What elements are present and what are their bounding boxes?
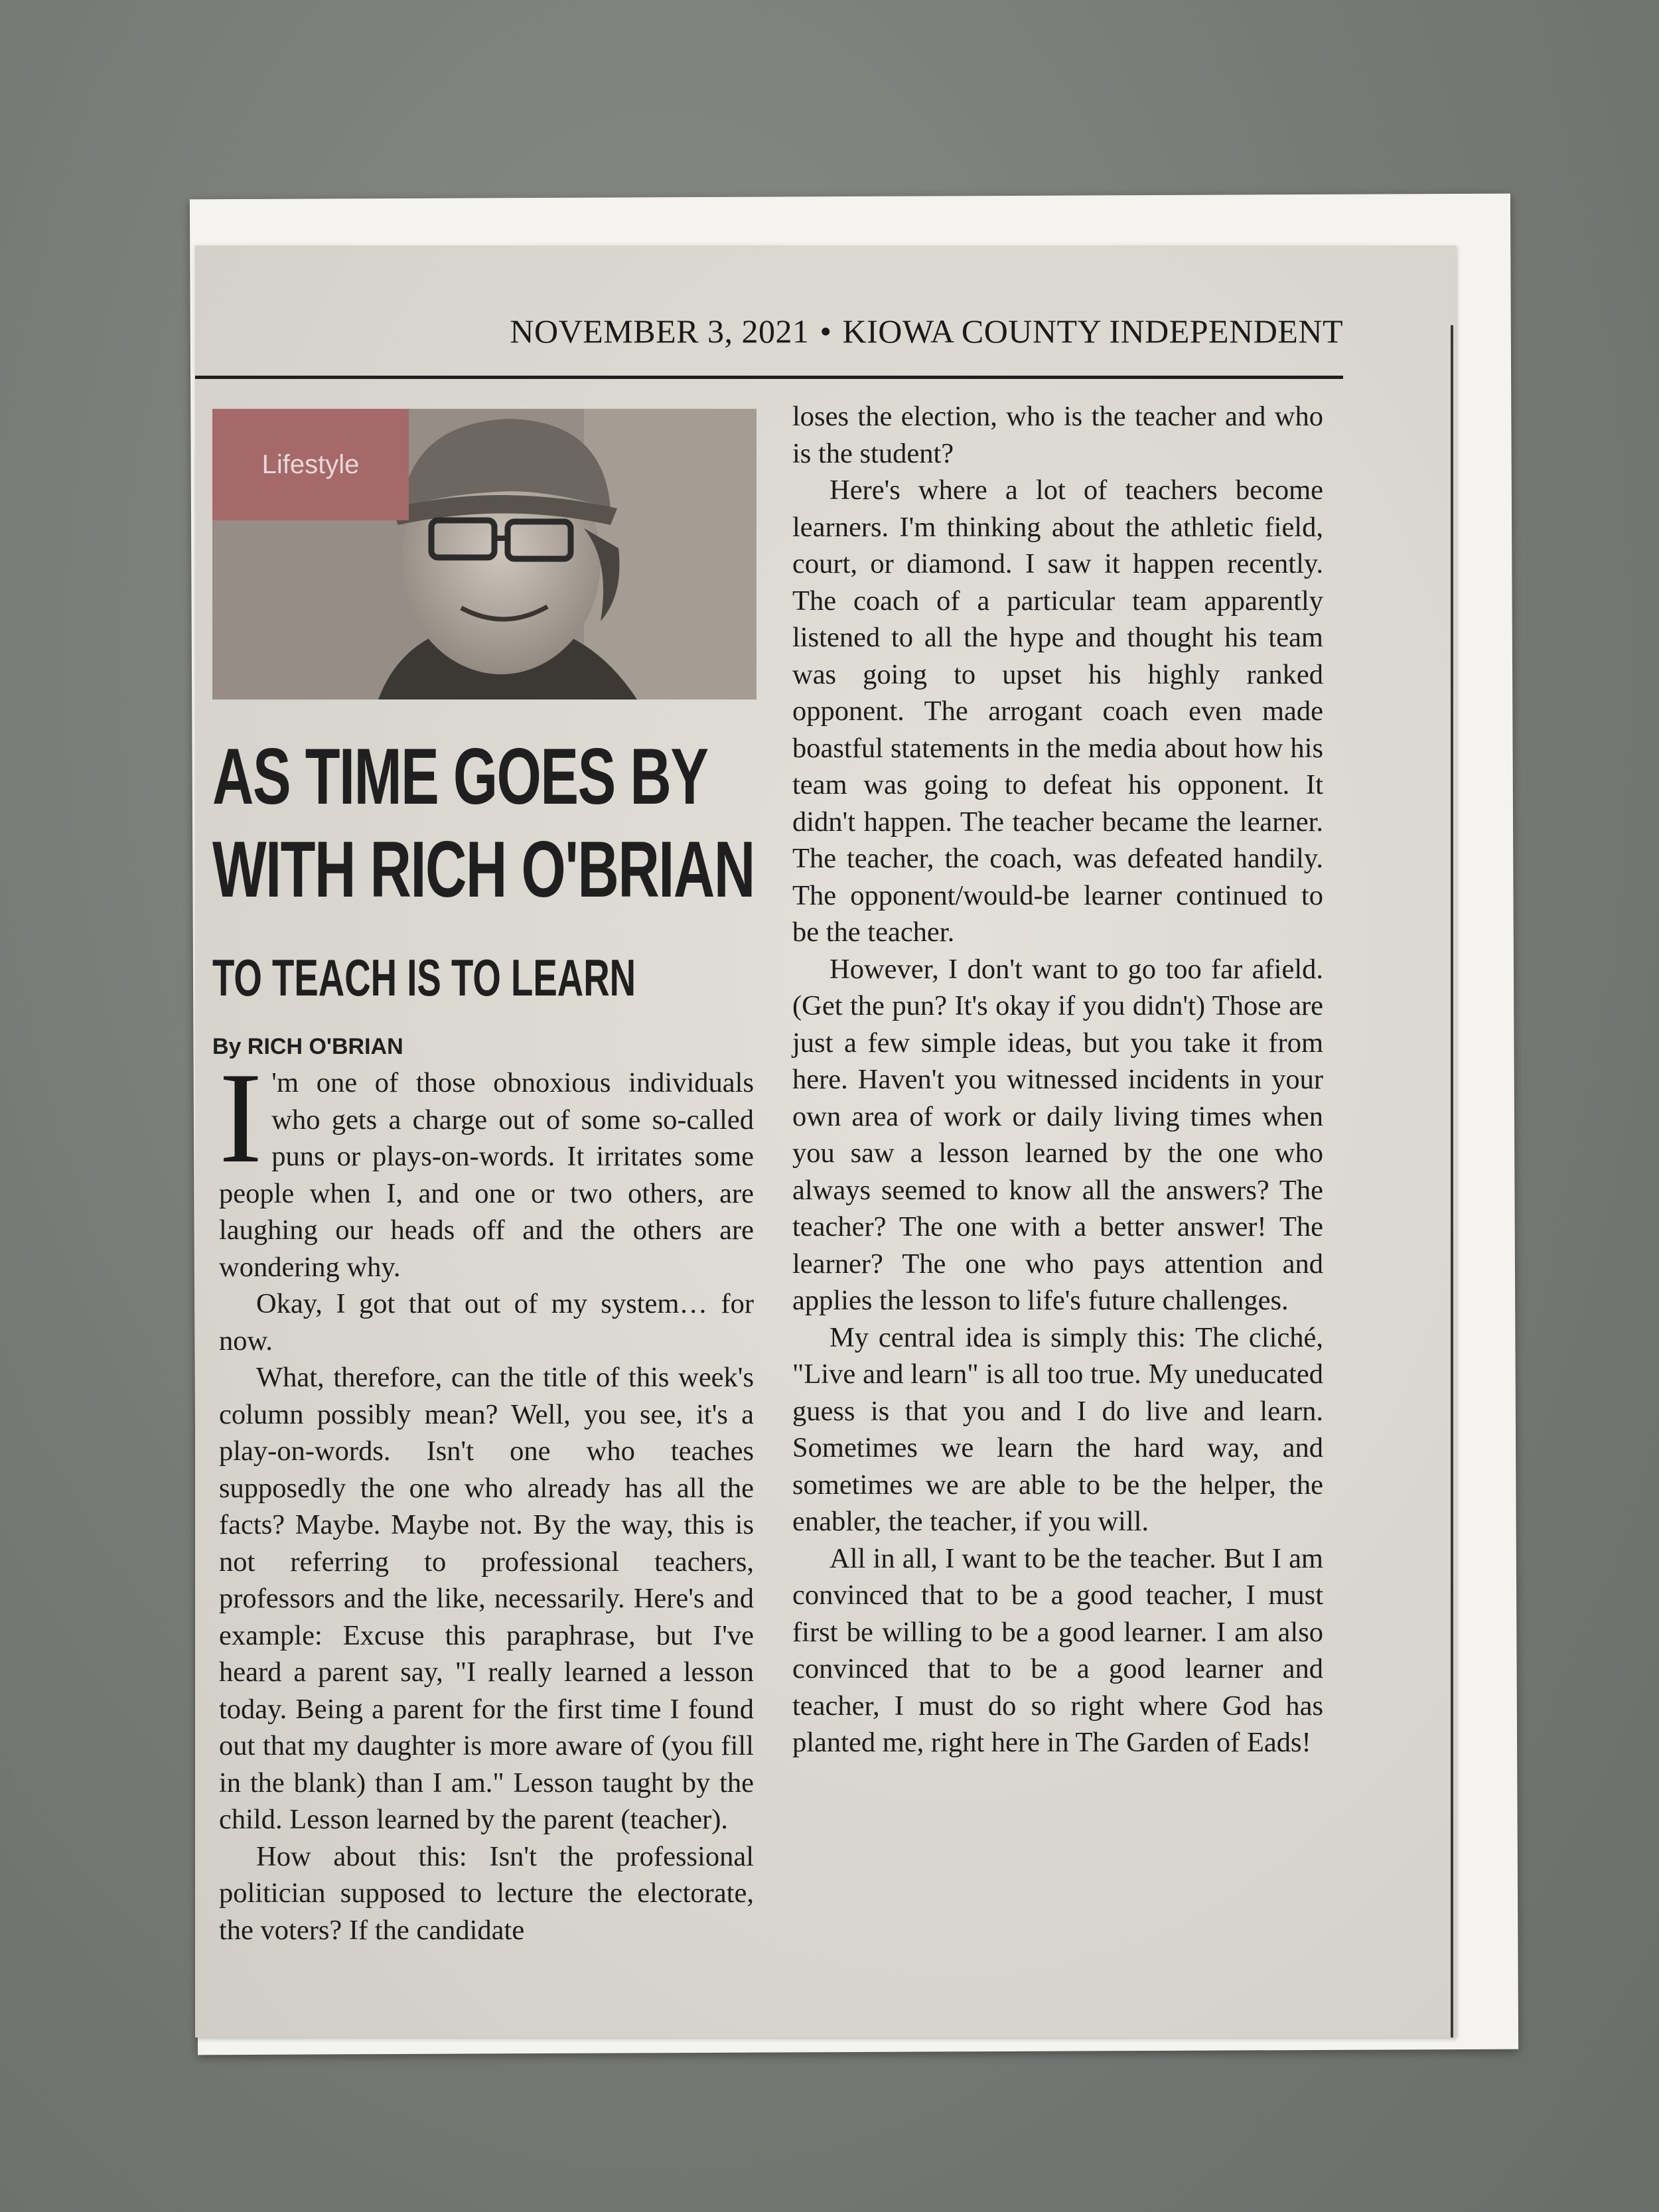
paragraph: Okay, I got that out of my system… for now. [219, 1288, 754, 1357]
drop-cap: I [219, 1046, 263, 1190]
author-photo [212, 409, 757, 700]
paragraph: My central idea is simply this: The cliché, "Live and learn" is all too true. My uneducated guess is that you and I do live and learn. Sometimes we learn the hard way, and sometimes we are able to be the helper, the enabler, the teacher, if you will. [792, 1321, 1323, 1537]
paragraph: However, I don't want to go too far afield. (Get the pun? It's okay if you didn't) Those are just a few simple ideas, but you take it from here. Haven't you witnessed incidents in your own area of work or daily living times when you saw a lesson learned by the one who always seemed to know all the answers? The teacher? The one with a better answer! The learner? The one who pays attention and applies the lesson to life's future challenges. [792, 953, 1323, 1316]
section-tag: Lifestyle [212, 409, 409, 520]
masthead-separator: • [820, 313, 832, 350]
paragraph: All in all, I want to be the teacher. But I am convinced that to be a good teacher, I must first be willing to be a good learner. I am also convinced that to be a good learner and teacher, I must do so right where God has planted me, right here in The Garden of Eads! [792, 1542, 1323, 1758]
headline-line-1: AS TIME GOES BY [212, 732, 708, 821]
publication-name: KIOWA COUNTY INDEPENDENT [842, 313, 1343, 350]
issue-date: NOVEMBER 3, 2021 [510, 313, 810, 350]
paragraph: What, therefore, can the title of this week's column possibly mean? Well, you see, it's a play-on-words. Isn't one who teaches supposedly the one who already has all the facts? Maybe. Maybe not. By the way, this is not referring to professional teachers, professors and the like, necessarily. Here's and example: Excuse this paraphrase, but I've heard a parent say, "I really learned a lesson today. Being a parent for the first time I found out that my daughter is more aware of (you fill in the blank) than I am." Lesson taught by the child. Lesson learned by the parent (teacher). [219, 1362, 754, 1835]
paragraph: How about this: Isn't the professional politician supposed to lecture the electorate, the voters? If the candidate [219, 1840, 754, 1946]
byline: By RICH O'BRIAN [212, 1034, 403, 1059]
newspaper-clipping [195, 246, 1456, 2037]
masthead [195, 312, 1343, 350]
paragraph: Here's where a lot of teachers become learners. I'm thinking about the athletic field, court, or diamond. I saw it happen recently. The coach of a particular team apparently listened to all the hype and thought his team was going to upset his highly ranked opponent. The arrogant coach even made boastful statements in the media about how his team was going to defeat his opponent. It didn't happen. The teacher became the learner. The teacher, the coach, was defeated handily. The opponent/would-be learner continued to be the teacher. [792, 475, 1323, 948]
article-column-2 [792, 398, 1323, 1761]
masthead-rule [195, 376, 1343, 379]
paragraph-text: 'm one of those obnoxious individuals who gets a charge out of some so-called puns or plays-on-words. It irritates some people when I, and one or two others, are laughing our heads off and the others are wondering why. [219, 1067, 754, 1283]
subheadline: TO TEACH IS TO LEARN [212, 948, 636, 1007]
headline-line-2: WITH RICH O'BRIAN [212, 825, 755, 914]
column-rule [1451, 325, 1453, 2037]
paragraph: loses the election, who is the teacher and who is the student? [792, 401, 1323, 469]
headline [212, 730, 755, 916]
